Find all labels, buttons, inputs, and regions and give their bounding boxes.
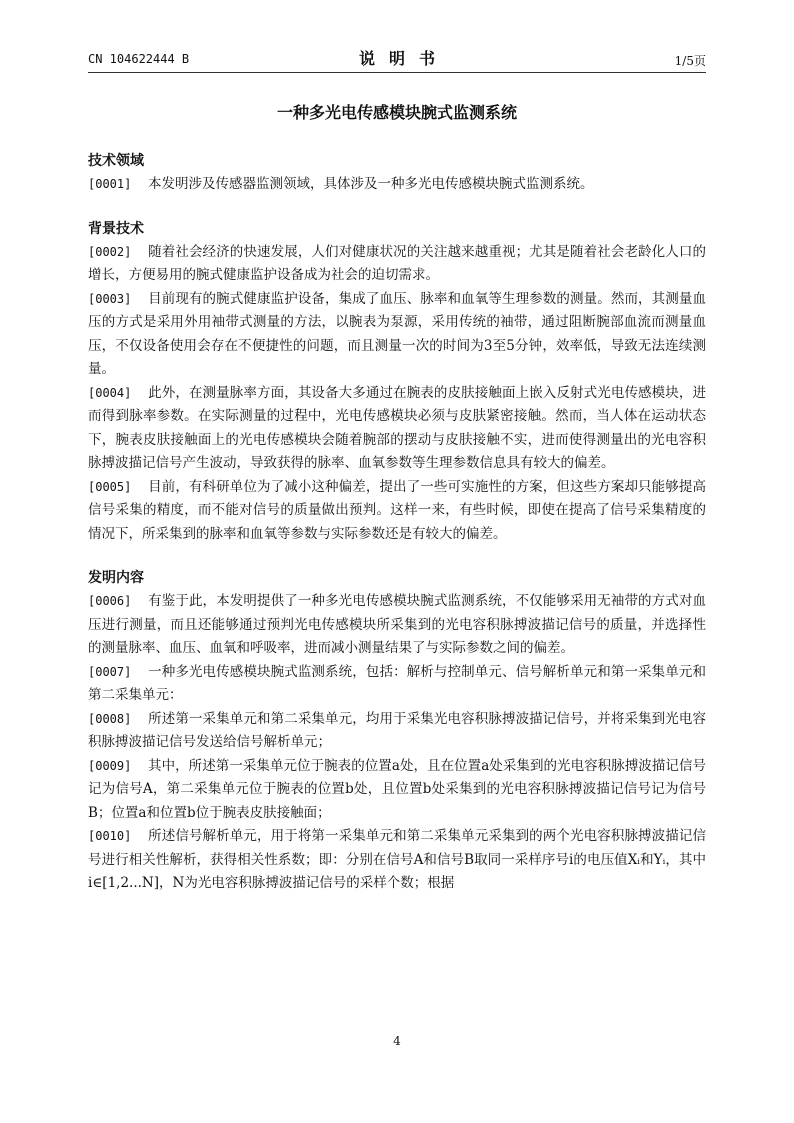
- paragraph-text: 本发明涉及传感器监测领域，具体涉及一种多光电传感模块腕式监测系统。: [148, 176, 594, 192]
- paragraph: [88, 825, 706, 896]
- paragraph: [88, 755, 706, 826]
- paragraph-number: [0001]: [88, 177, 132, 191]
- paragraph-text: 目前，有科研单位为了减小这种偏差，提出了一些可实施性的方案，但这些方案却只能够提高信号采集的精度，而不能对信号的质量做出预判。这样一来，有些时候，即使在提高了信号采集精度的情况下，所采集到的脉率和血氧等参数与实际参数还是有较大的偏差。: [88, 478, 706, 542]
- document-title: 一种多光电传感模块腕式监测系统: [276, 103, 517, 122]
- section-technical-field: [88, 150, 706, 197]
- patent-number: CN 104622444 B: [88, 52, 190, 66]
- page-header: [88, 46, 706, 70]
- paragraph-number: [0002]: [88, 244, 132, 259]
- section-background: [88, 218, 706, 547]
- page-count: 1/5页: [674, 54, 706, 68]
- paragraph: [88, 661, 706, 708]
- paragraph: [88, 708, 706, 755]
- paragraph: [88, 173, 706, 197]
- header-rule: [88, 72, 706, 73]
- paragraph-text: 所述信号解析单元，用于将第一采集单元和第二采集单元采集到的两个光电容积脉搏波描记信号进行相关性解析，获得相关性系数；即：分别在信号A和信号B取同一采样序号i的电压值Xᵢ和Yᵢ，其中i∈[1,2...N]，N为光电容积脉搏波描记信号的采样个数；根据: [88, 828, 706, 891]
- section-heading: 发明内容: [88, 570, 144, 586]
- paragraph-text: 随着社会经济的快速发展，人们对健康状况的关注越来越重视；尤其是随着社会老龄化人口的增长，方便易用的腕式健康监护设备成为社会的迫切需求。: [88, 243, 706, 283]
- paragraph-number: [0005]: [88, 479, 132, 494]
- paragraph-text: 目前现有的腕式健康监护设备，集成了血压、脉率和血氧等生理参数的测量。然而，其测量血压的方式是采用外用袖带式测量的方法，以腕表为泵源，采用传统的袖带，通过阻断腕部血流而测量血压，不仅设备使用会存在不便捷性的问题，而且测量一次的时间为3至5分钟，效率低，导致无法连续测量。: [88, 290, 706, 377]
- page-number: 4: [393, 1034, 401, 1048]
- paragraph-text: 有鉴于此，本发明提供了一种多光电传感模块腕式监测系统，不仅能够采用无袖带的方式对血压进行测量，而且还能够通过预判光电传感模块所采集到的光电容积脉搏波描记信号的质量，并选择性的测量脉率、血压、血氧和呼吸率，进而减小测量结果了与实际参数之间的偏差。: [88, 593, 706, 656]
- paragraph-number: [0003]: [88, 291, 132, 306]
- paragraph: [88, 476, 706, 547]
- paragraph: [88, 590, 706, 661]
- section-label: 说明书: [358, 49, 449, 68]
- paragraph-number: [0010]: [88, 829, 132, 843]
- section-heading: 技术领域: [88, 153, 144, 169]
- paragraph-text: 此外，在测量脉率方面，其设备大多通过在腕表的皮肤接触面上嵌入反射式光电传感模块，进而得到脉率参数。在实际测量的过程中，光电传感模块必须与皮肤紧密接触。然而，当人体在运动状态下，腕表皮肤接触面上的光电传感模块会随着腕部的摆动与皮肤接触不实，进而使得测量出的光电容积脉搏波描记信号产生波动，导致获得的脉率、血氧参数等生理参数信息具有较大的偏差。: [88, 384, 706, 471]
- section-summary: [88, 567, 706, 896]
- section-heading: 背景技术: [88, 220, 144, 237]
- paragraph: [88, 288, 706, 382]
- paragraph-text: 一种多光电传感模块腕式监测系统，包括：解析与控制单元、信号解析单元和第一采集单元和第二采集单元：: [88, 663, 706, 703]
- paragraph-number: [0007]: [88, 664, 132, 679]
- document-body: [88, 150, 706, 896]
- paragraph-number: [0006]: [88, 594, 132, 608]
- paragraph-number: [0009]: [88, 758, 132, 773]
- paragraph-number: [0008]: [88, 711, 132, 726]
- paragraph: [88, 241, 706, 288]
- paragraph-text: 其中，所述第一采集单元位于腕表的位置a处，且在位置a处采集到的光电容积脉搏波描记信号记为信号A，第二采集单元位于腕表的位置b处，且位置b处采集到的光电容积脉搏波描记信号记为信号B；位置a和位置b位于腕表皮肤接触面；: [88, 757, 706, 821]
- paragraph: [88, 382, 706, 476]
- paragraph-text: 所述第一采集单元和第二采集单元，均用于采集光电容积脉搏波描记信号，并将采集到光电容积脉搏波描记信号发送给信号解析单元；: [88, 710, 706, 750]
- paragraph-number: [0004]: [88, 385, 132, 400]
